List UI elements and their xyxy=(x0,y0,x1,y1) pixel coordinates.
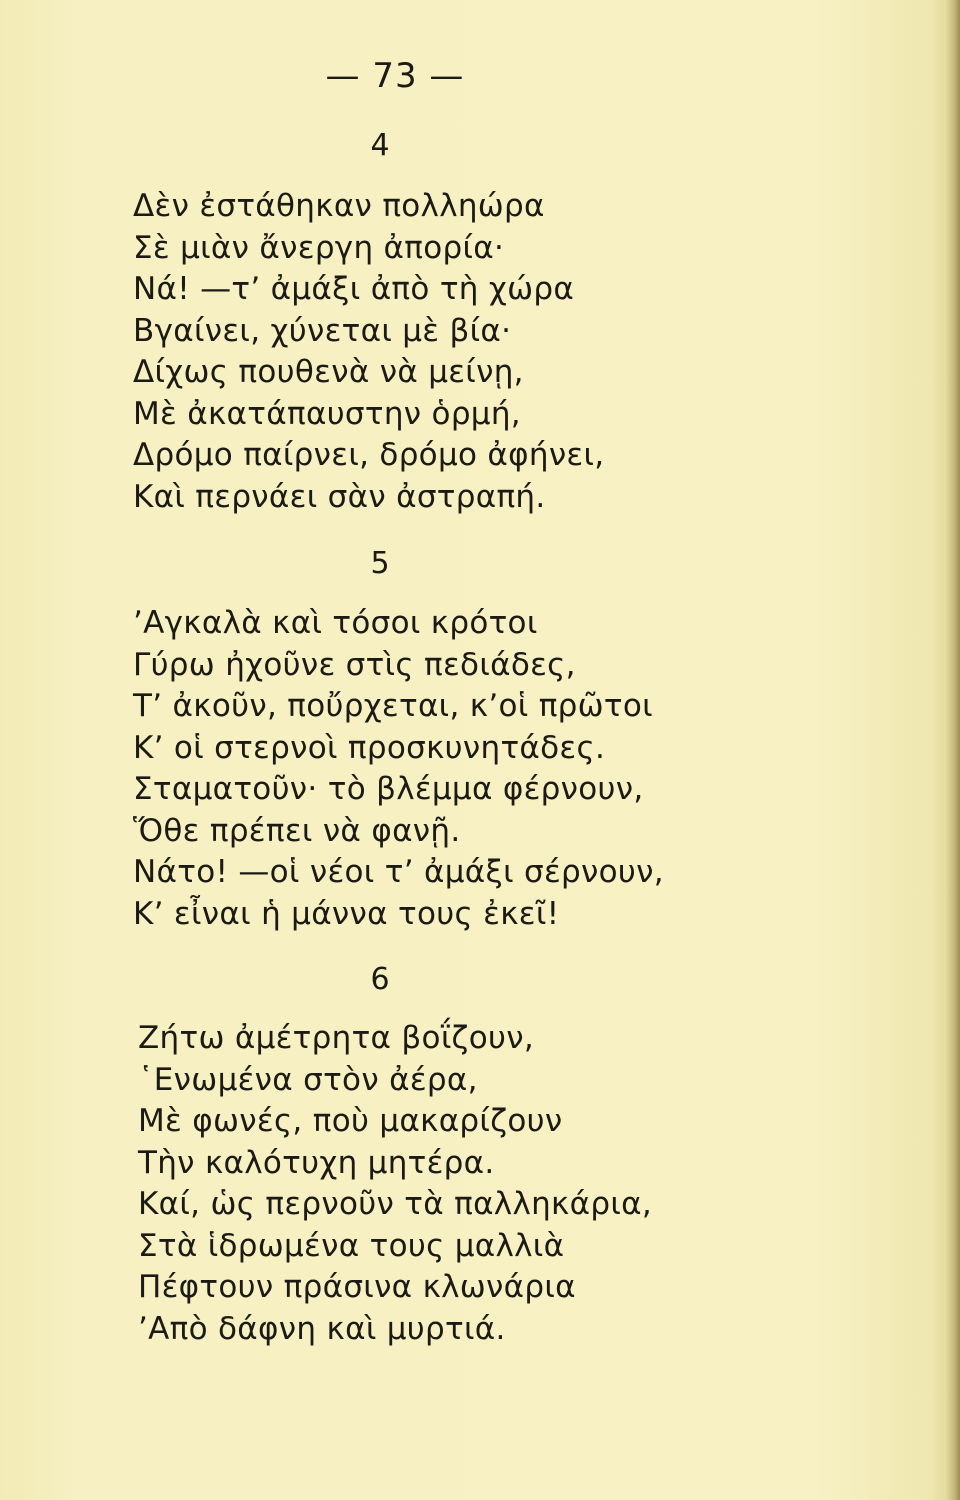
stanza-6 xyxy=(138,1018,738,1350)
verse-line: Τὴν καλότυχη μητέρα. xyxy=(138,1144,495,1181)
verse-line: Μὲ ἀκατάπαυστην ὁρμή, xyxy=(133,395,521,432)
stanza-number-6: 6 xyxy=(370,962,390,997)
stanza-number-4: 4 xyxy=(370,128,390,163)
verse-line: Δρόμο παίρνει, δρόμο ἀφήνει, xyxy=(133,437,605,473)
verse-line: Κ’ οἱ στερνοὶ προσκυνητάδες. xyxy=(133,729,606,766)
verse-line: ’Απὸ δάφνη καὶ μυρτιά. xyxy=(138,1310,506,1347)
verse-line: Καί, ὡς περνοῦν τὰ παλληκάρια, xyxy=(138,1186,653,1222)
page-number: — 73 — xyxy=(325,56,465,96)
verse-line: Νά! —τ’ ἀμάξι ἀπὸ τὴ χώρα xyxy=(133,271,575,307)
verse-line: Ζήτω ἀμέτρητα βοΐζουν, xyxy=(138,1020,534,1056)
verse-line: Μὲ φωνές, ποὺ μακαρίζουν xyxy=(138,1103,563,1139)
verse-line: ’Αγκαλὰ καὶ τόσοι κρότοι xyxy=(133,605,538,641)
verse-line: Πέφτουν πράσινα κλωνάρια xyxy=(138,1269,576,1305)
verse-line: Κ’ εἶναι ἡ μάννα τους ἐκεῖ! xyxy=(133,895,560,932)
verse-line: Σταματοῦν· τὸ βλέμμα φέρνουν, xyxy=(133,771,644,807)
verse-line: ῾Ενωμένα στὸν ἀέρα, xyxy=(138,1061,478,1098)
verse-line: Γύρω ἠχοῦνε στὶς πεδιάδες, xyxy=(133,646,576,683)
page-edge-shadow xyxy=(946,0,960,1500)
stanza-4 xyxy=(133,186,733,518)
verse-line: Δὲν ἐστάθηκαν πολληώρα xyxy=(133,188,545,224)
verse-line: Νάτο! —οἱ νέοι τ’ ἀμάξι σέρνουν, xyxy=(133,854,664,890)
stanza-5 xyxy=(133,603,733,935)
verse-line: Σὲ μιὰν ἄνεργη ἀπορία· xyxy=(133,229,505,266)
verse-line: Βγαίνει, χύνεται μὲ βία· xyxy=(133,312,512,349)
verse-line: Δίχως πουθενὰ νὰ μείνῃ, xyxy=(133,354,524,390)
verse-line: Ὅθε πρέπει νὰ φανῇ. xyxy=(133,812,461,849)
verse-line: Τ’ ἀκοῦν, ποὔρχεται, κ’οἱ πρῶτοι xyxy=(133,688,653,724)
verse-line: Στὰ ἱδρωμένα τους μαλλιὰ xyxy=(138,1227,565,1264)
verse-line: Καὶ περνάει σὰν ἀστραπή. xyxy=(133,478,546,515)
stanza-number-5: 5 xyxy=(370,546,390,581)
